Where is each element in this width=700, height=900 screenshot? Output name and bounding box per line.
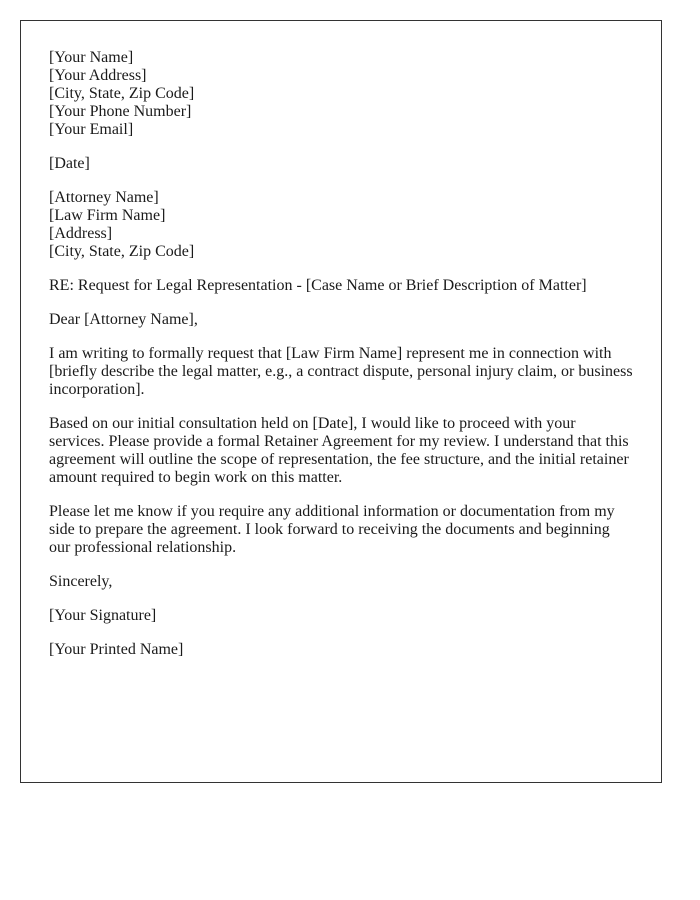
letter-date: [Date] xyxy=(49,155,90,172)
sender-address: [Your Address] xyxy=(49,67,147,84)
sender-phone: [Your Phone Number] xyxy=(49,103,192,120)
salutation: Dear [Attorney Name], xyxy=(49,311,198,328)
sender-block xyxy=(49,49,633,139)
printed-name: [Your Printed Name] xyxy=(49,641,184,658)
body-paragraph: Please let me know if you require any additional information or documentation from my side to prepare the agreement. I look forward to receiving the documents and beginning our professional relationship. xyxy=(49,503,615,556)
recipient-block xyxy=(49,189,633,261)
letter-document xyxy=(20,20,662,783)
recipient-law-firm: [Law Firm Name] xyxy=(49,207,166,224)
signature: [Your Signature] xyxy=(49,607,157,624)
sender-name: [Your Name] xyxy=(49,49,134,66)
subject-line: RE: Request for Legal Representation - [Case Name or Brief Description of Matter] xyxy=(49,277,587,294)
recipient-city-state-zip: [City, State, Zip Code] xyxy=(49,243,195,260)
sender-city-state-zip: [City, State, Zip Code] xyxy=(49,85,195,102)
body-paragraph: I am writing to formally request that [Law Firm Name] represent me in connection with [briefly describe the legal matter, e.g., a contract dispute, personal injury claim, or business incorporation]. xyxy=(49,345,633,398)
body-paragraph: Based on our initial consultation held on [Date], I would like to proceed with your services. Please provide a formal Retainer Agreement for my review. I understand that this agreement will outline the scope of representation, the fee structure, and the initial retainer amount required to begin work on this matter. xyxy=(49,415,629,486)
closing: Sincerely, xyxy=(49,573,113,590)
recipient-address: [Address] xyxy=(49,225,113,242)
recipient-attorney-name: [Attorney Name] xyxy=(49,189,159,206)
sender-email: [Your Email] xyxy=(49,121,134,138)
